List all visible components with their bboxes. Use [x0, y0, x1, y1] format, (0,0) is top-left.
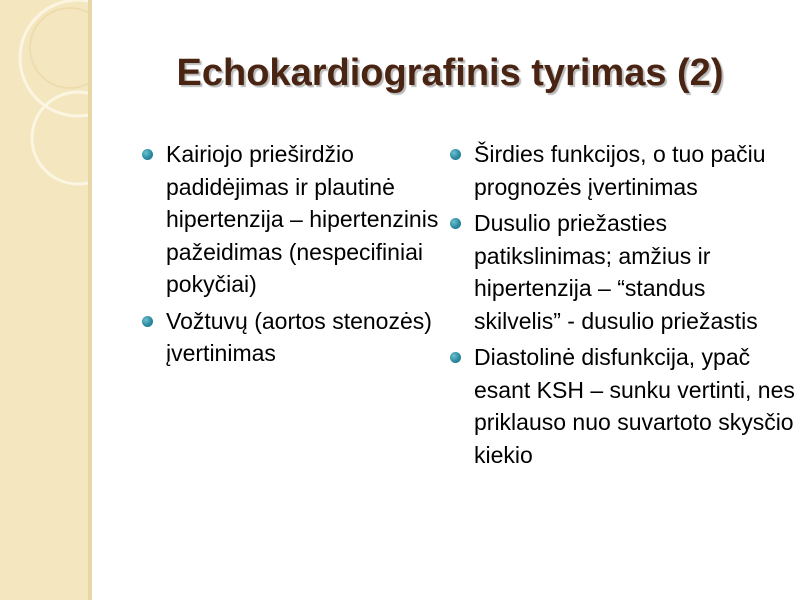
slide-title: Echokardiografinis tyrimas (2)	[176, 52, 724, 94]
round-bullet-icon	[142, 149, 153, 160]
list-item	[142, 138, 447, 301]
round-bullet-icon	[450, 218, 461, 229]
round-bullet-icon	[142, 316, 153, 327]
decorative-circles	[0, 0, 88, 600]
list-item-text: Kairiojo prieširdžio padidėjimas ir plautinė hipertenzija – hipertenzinis pažeidimas (nespecifiniai pokyčiai)	[166, 141, 439, 297]
side-divider	[88, 0, 92, 600]
list-item-text: Dusulio priežasties patikslinimas; amžius ir hipertenzija – “standus skilvelis” - dusulio priežastis	[474, 210, 758, 334]
decorative-side-band	[0, 0, 88, 600]
right-bullet-list	[450, 138, 795, 471]
list-item-text: Širdies funkcijos, o tuo pačiu prognozės įvertinimas	[474, 141, 766, 200]
list-item	[450, 207, 795, 337]
list-item-text: Diastolinė disfunkcija, ypač esant KSH – sunku vertinti, nes priklauso nuo suvartoto skysčio kiekio	[474, 344, 795, 468]
list-item	[142, 305, 447, 370]
list-item	[450, 341, 795, 471]
right-column	[450, 138, 795, 475]
left-bullet-list	[142, 138, 447, 370]
list-item-text: Vožtuvų (aortos stenozės) įvertinimas	[166, 307, 432, 366]
round-bullet-icon	[450, 352, 461, 363]
list-item	[450, 138, 795, 203]
left-column	[142, 138, 447, 374]
round-bullet-icon	[450, 149, 461, 160]
